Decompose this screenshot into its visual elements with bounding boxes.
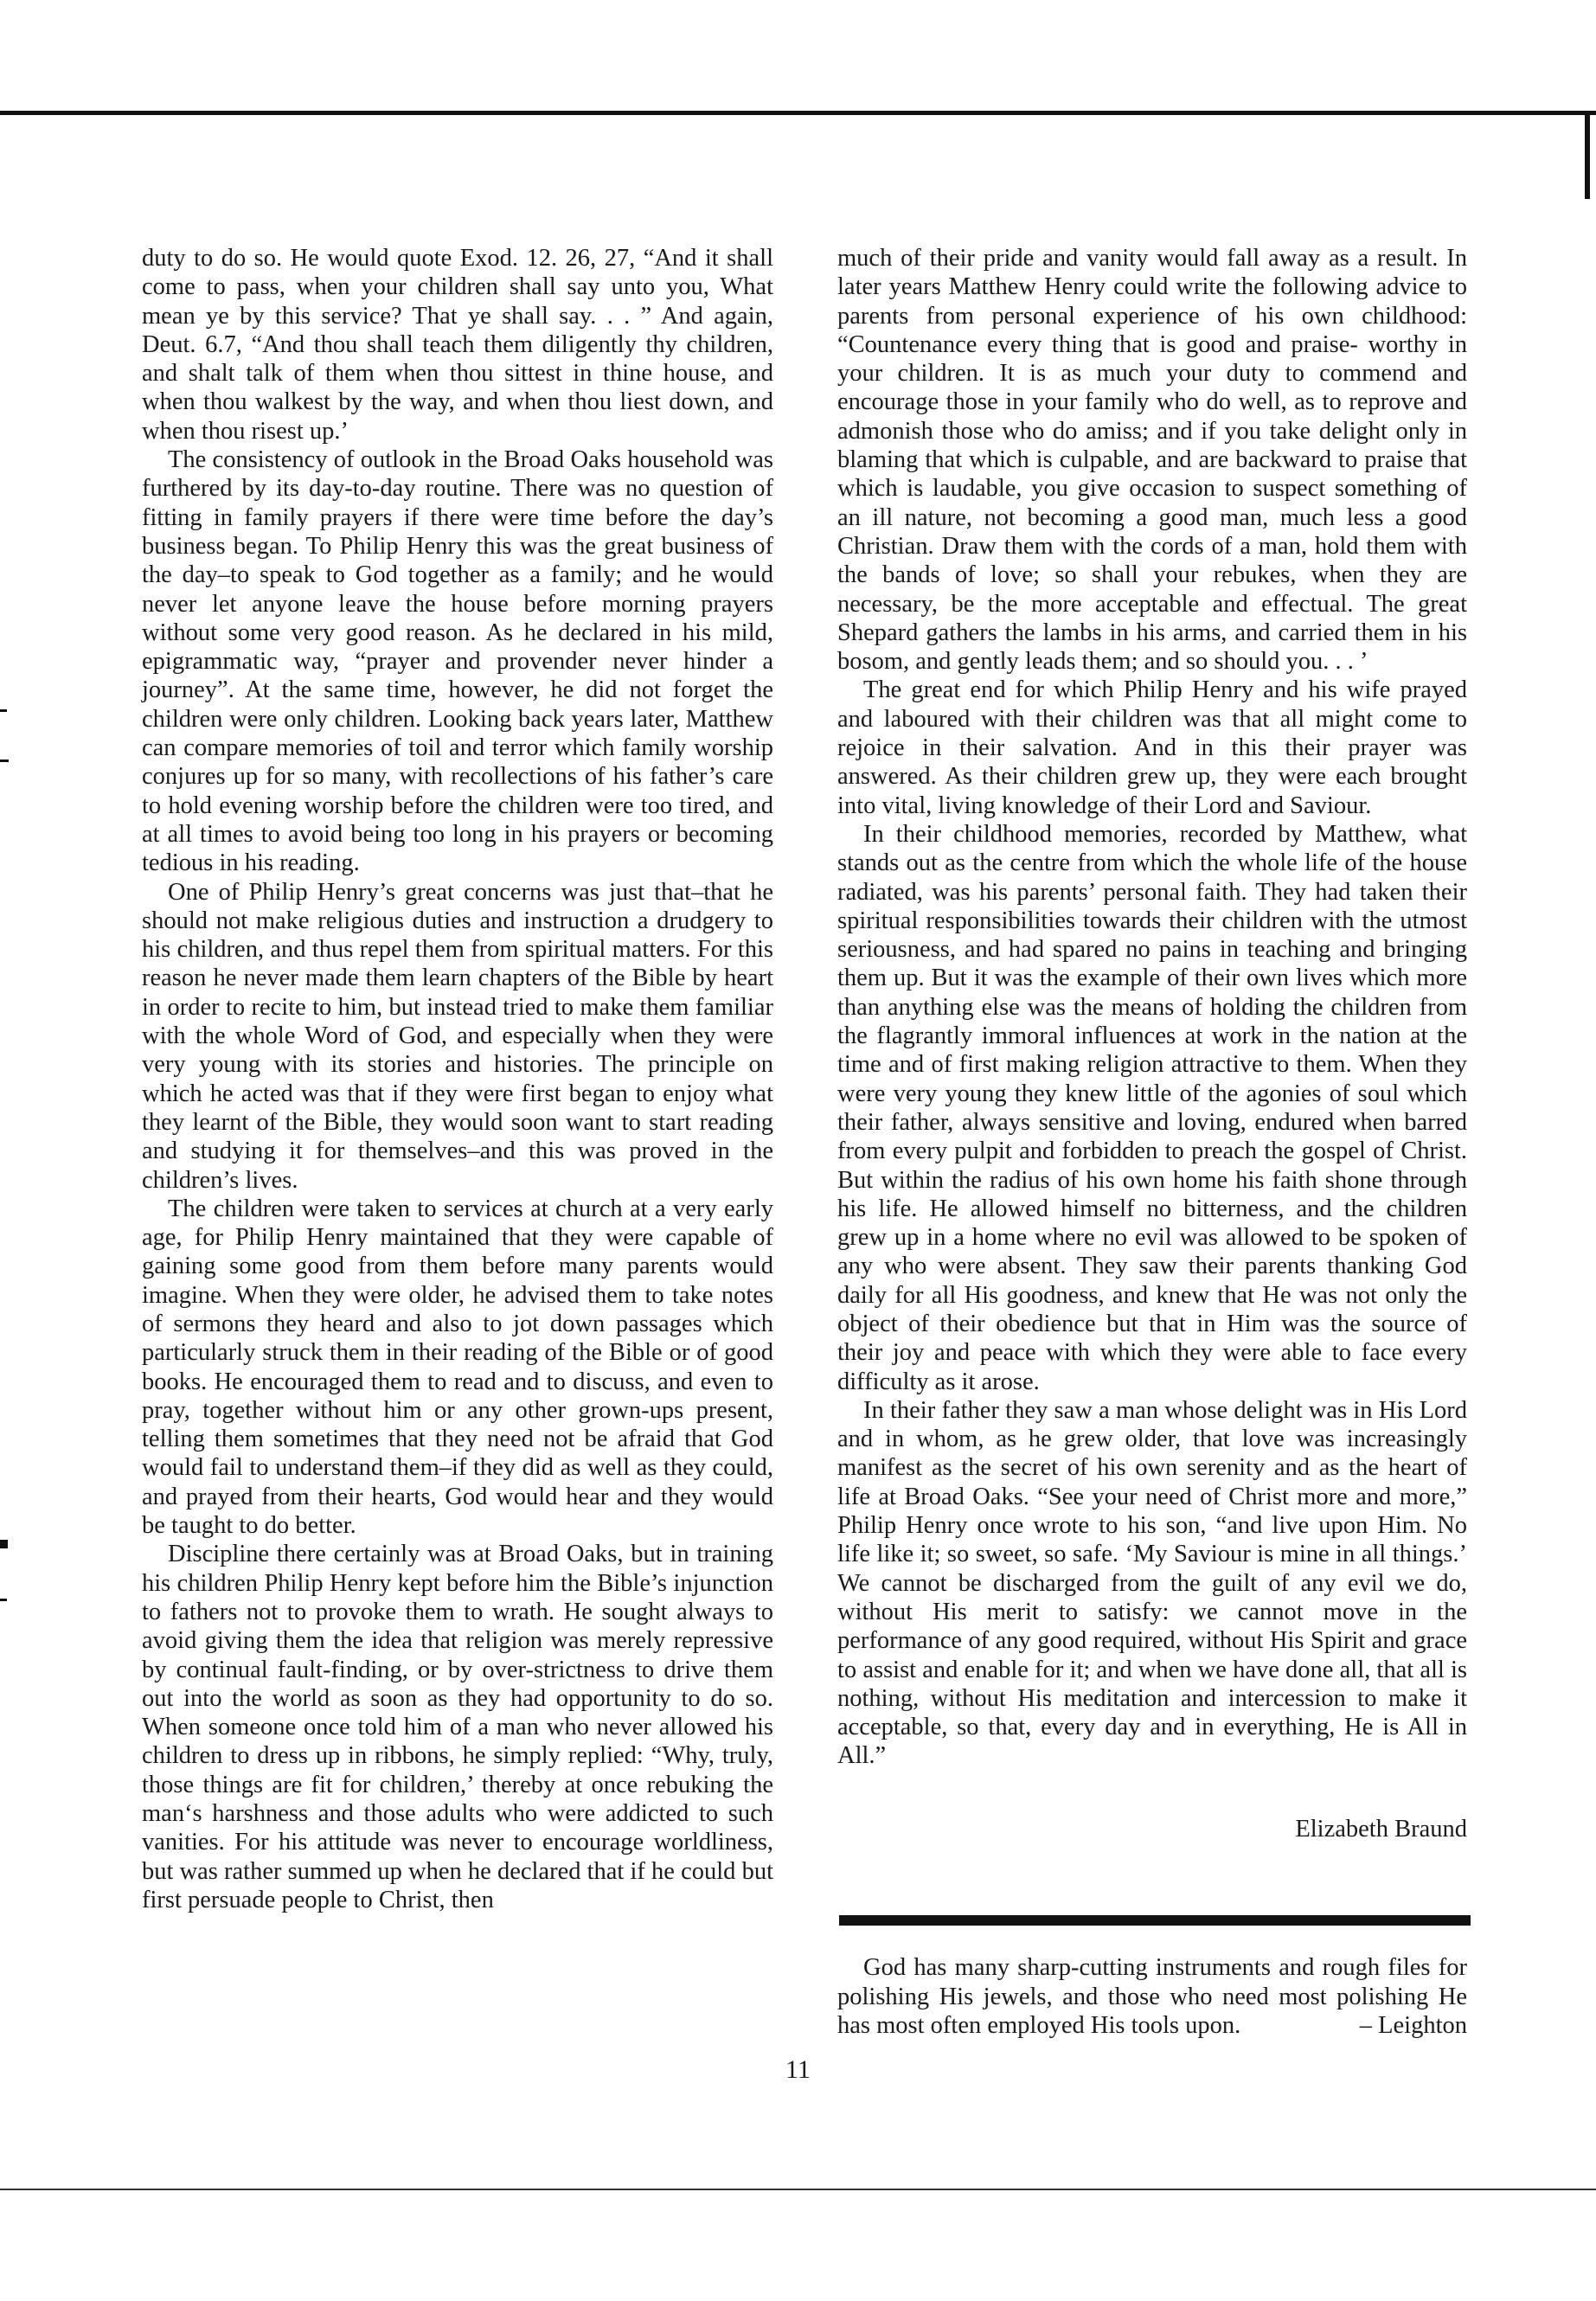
paragraph: The children were taken to services at church at a very early age, for Philip Henry maintained that they were capable of gaining some good from them before many parents would imagine. When they were older, he advised them to take notes of sermons they heard and also to jot down passages which particularly struck them in their reading of the Bible or of good books. He encouraged them to read and to discuss, and even to pray, together without him or any other grown-ups present, telling them sometimes that they need not be afraid that God would fail to understand them–if they did as well as they could, and prayed from their hearts, God would hear and they would be taught to do better. xyxy=(142,1195,773,1540)
paragraph: Discipline there certainly was at Broad Oaks, but in training his children Philip Henry kept before him the Bible’s injunction to fathers not to provoke them to wrath. He sought always to avoid giving them the idea that religion was merely repressive by continual fault-finding, or by over-strictness to drive them out into the world as soon as they had opportunity to do so. When someone once told him of a man who never allowed his children to dress up in ribbons, he simply replied: “Why, truly, those things are fit for children,’ thereby at once rebuking the man‘s harshness and those adults who were addicted to such vanities. For his attitude was never to encourage worldliness, but was rather summed up when he declared that if he could but first persuade people to Christ, then xyxy=(142,1541,773,1913)
author-signature: Elizabeth Braund xyxy=(1295,1816,1467,1843)
right-column xyxy=(837,244,1467,1771)
paragraph: duty to do so. He would quote Exod. 12. 26, 27, “And it shall come to pass, when your children shall say unto you, What mean ye by this service? That ye shall say. . . ” And again, Deut. 6.7, “And thou shall teach them diligently thy children, and shalt talk of them when thou sittest in thine house, and when thou walkest by the way, and when thou liest down, and when thou risest up.’ xyxy=(142,245,773,445)
pull-quote xyxy=(837,1953,1467,2041)
bottom-rule xyxy=(0,2189,1596,2190)
quote-attribution: – Leighton xyxy=(1359,2012,1467,2039)
page-number: 11 xyxy=(785,2055,811,2084)
margin-mark xyxy=(0,709,7,712)
margin-mark xyxy=(0,760,9,762)
paragraph: One of Philip Henry’s great concerns was just that–that he should not make religious duties and instruction a drudgery to his children, and thus repel them from spiritual matters. For this reason he never made them learn chapters of the Bible by heart in order to recite to him, but instead tried to make them familiar with the whole Word of God, and especially when they were very young with its stories and histories. The principle on which he acted was that if they were first began to enjoy what they learnt of the Bible, they would soon want to start reading and studying it for themselves–and this was proved in the children’s lives. xyxy=(142,878,773,1194)
paragraph: The great end for which Philip Henry and his wife prayed and laboured with their children was that all might come to rejoice in their salvation. And in this their prayer was answered. As their children grew up, they were each brought into vital, living knowledge of their Lord and Saviour. xyxy=(837,676,1467,819)
margin-mark xyxy=(0,1540,8,1548)
margin-mark xyxy=(0,1599,7,1601)
paragraph: In their childhood memories, recorded by Matthew, what stands out as the centre from which the whole life of the house radiated, was his parents’ personal faith. They had taken their spiritual responsibilities towards their children with the utmost seriousness, and had spared no pains in teaching and bringing them up. But it was the example of their own lives which more than anything else was the means of holding the children from the flagrantly immoral influences at work in the nation at the time and of first making religion attractive to them. When they were very young they knew little of the agonies of soul which their father, always sensitive and loving, endured when barred from every pulpit and forbidden to preach the gospel of Christ. But within the radius of his own home his faith shone through his life. He allowed himself no bitterness, and the children grew up in a home where no evil was allowed to be spoken of any who were absent. They saw their parents thanking God daily for all His goodness, and knew that He was not only the object of their obedience but that in Him was the source of their joy and peace with which they were able to face every difficulty as it arose. xyxy=(837,820,1467,1395)
divider-bar xyxy=(839,1915,1471,1926)
right-edge-mark xyxy=(1585,112,1590,199)
paragraph: In their father they saw a man whose delight was in His Lord and in whom, as he grew older, that love was increasingly manifest as the secret of his own serenity and as the heart of life at Broad Oaks. “See your need of Christ more and more,” Philip Henry once wrote to his son, “and live upon Him. No life like it; so sweet, so safe. ‘My Saviour is mine in all things.’ We cannot be discharged from the guilt of any evil we do, without His merit to satisfy: we cannot move in the performance of any good required, without His Spirit and grace to assist and enable for it; and when we have done all, that all is nothing, without His meditation and intercession to make it acceptable, so that, every day and in everything, He is All in All.” xyxy=(837,1396,1467,1770)
paragraph: much of their pride and vanity would fall away as a result. In later years Matthew Henry could write the following advice to parents from personal experience of his own childhood: “Countenance every thing that is good and praise- worthy in your children. It is as much your duty to commend and encourage those in your family who do well, as to reprove and admonish those who do amiss; and if you take delight only in blaming that which is culpable, and are backward to praise that which is laudable, you give occasion to suspect something of an ill nature, not becoming a good man, much less a good Christian. Draw them with the cords of a man, hold them with the bands of love; so shall your rebukes, when they are necessary, be the more acceptable and effectual. The great Shepard gathers the lambs in his arms, and carried them in his bosom, and gently leads them; and so should you. . . ’ xyxy=(837,245,1467,676)
quote-text: God has many sharp-cutting instruments and rough files for polishing His jewels, and those who need most polishing He has most often employed His tools upon. xyxy=(837,1954,1467,2039)
paragraph: The consistency of outlook in the Broad Oaks household was furthered by its day-to-day routine. There was no question of fitting in family prayers if there were time before the day’s business began. To Philip Henry this was the great business of the day–to speak to God together as a family; and he would never let anyone leave the house before morning prayers without some very good reason. As he declared in his mild, epigrammatic way, “prayer and provender never hinder a journey”. At the same time, however, he did not forget the children were only children. Looking back years later, Matthew can compare memories of toil and terror which family worship conjures up for so many, with recollections of his father’s care to hold evening worship before the children were too tired, and at all times to avoid being too long in his prayers or becoming tedious in his reading. xyxy=(142,446,773,877)
top-rule xyxy=(0,111,1596,115)
left-column xyxy=(142,244,773,1914)
